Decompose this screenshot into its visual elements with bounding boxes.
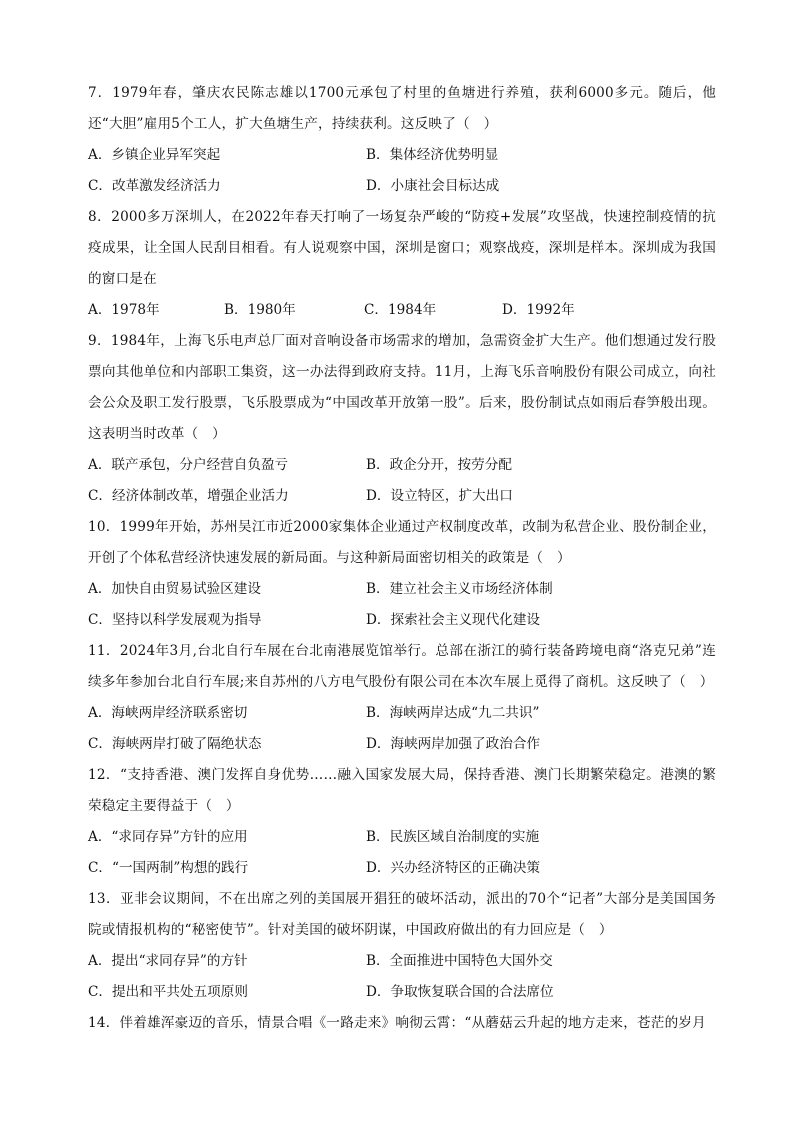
option-c: C．1984年 xyxy=(364,302,437,318)
option-b: B．1980年 xyxy=(224,302,296,318)
option-c: C．提出和平共处五项原则 xyxy=(88,984,248,1000)
option-d: D．兴办经济特区的正确决策 xyxy=(366,860,541,876)
question-11-options xyxy=(88,698,716,760)
option-c: C．经济体制改革，增强企业活力 xyxy=(88,488,289,504)
question-8-options xyxy=(88,295,716,326)
option-a: A．加快自由贸易试验区建设 xyxy=(88,581,261,597)
option-a: A．海峡两岸经济联系密切 xyxy=(88,705,248,721)
option-d: D．探索社会主义现代化建设 xyxy=(366,612,541,628)
question-9-stem: 9．1984年，上海飞乐电声总厂面对音响设备市场需求的增加，急需资金扩大生产。他们想通过发行股票向其他单位和内部职工集资，这一办法得到政府支持。11月，上海飞乐音响股份有限公司成立，向社会公众及职工发行股票，飞乐股票成为“中国改革开放第一股”。后来，股份制试点如雨后春笋般出现。这表明当时改革（ ） xyxy=(88,333,716,442)
option-b: B．全面推进中国特色大国外交 xyxy=(366,953,553,969)
option-b: B．建立社会主义市场经济体制 xyxy=(366,581,553,597)
question-12-options xyxy=(88,822,716,884)
question-8-stem: 8．2000多万深圳人，在2022年春天打响了一场复杂严峻的“防疫+发展”攻坚战，快速控制疫情的抗疫成果，让全国人民刮目相看。有人说观察中国，深圳是窗口；观察战疫，深圳是样本。深圳成为我国的窗口是在 xyxy=(88,209,716,287)
option-d: D．设立特区，扩大出口 xyxy=(366,488,513,504)
question-10-options xyxy=(88,574,716,636)
question-9-options xyxy=(88,450,716,512)
option-b: B．集体经济优势明显 xyxy=(366,147,499,163)
question-7-stem: 7．1979年春，肇庆农民陈志雄以1700元承包了村里的鱼塘进行养殖，获利6000多元。随后，他还“大胆”雇用5个工人，扩大鱼塘生产，持续获利。这反映了（ ） xyxy=(88,85,716,132)
option-a: A．“求同存异”方针的应用 xyxy=(88,829,248,845)
question-13-options xyxy=(88,946,716,1008)
option-b: B．海峡两岸达成“九二共识” xyxy=(366,705,540,721)
option-c: C．改革激发经济活力 xyxy=(88,178,221,194)
option-c: C．坚持以科学发展观为指导 xyxy=(88,612,262,628)
option-d: D．1992年 xyxy=(502,302,575,318)
option-d: D．争取恢复联合国的合法席位 xyxy=(366,984,554,1000)
question-13-stem: 13．亚非会议期间，不在出席之列的美国展开猖狂的破坏活动，派出的70个“记者”大部分是美国国务院或情报机构的“秘密使节”。针对美国的破坏阴谋，中国政府做出的有力回应是（ ） xyxy=(88,891,716,938)
option-a: A．乡镇企业异军突起 xyxy=(88,147,221,163)
question-10-stem: 10．1999年开始，苏州吴江市近2000家集体企业通过产权制度改革，改制为私营企业、股份制企业，开创了个体私营经济快速发展的新局面。与这种新局面密切相关的政策是（ ） xyxy=(88,519,716,566)
option-d: D．海峡两岸加强了政治合作 xyxy=(366,736,541,752)
option-a: A．联产承包，分户经营自负盈亏 xyxy=(88,457,289,473)
option-b: B．政企分开，按劳分配 xyxy=(366,457,512,473)
question-14-stem: 14．伴着雄浑豪迈的音乐，情景合唱《一路走来》响彻云霄：“从蘑菇云升起的地方走来，苍茫的岁月 xyxy=(88,1015,706,1031)
option-c: C．“一国两制”构想的践行 xyxy=(88,860,249,876)
question-7-options xyxy=(88,140,716,202)
question-11-stem: 11．2024年3月,台北自行车展在台北南港展览馆举行。总部在浙江的骑行装备跨境电商“洛克兄弟”连续多年参加台北自行车展;来自苏州的八方电气股份有限公司在本次车展上觅得了商机。这反映了（ ） xyxy=(88,643,716,690)
option-c: C．海峡两岸打破了隔绝状态 xyxy=(88,736,262,752)
option-a: A．1978年 xyxy=(88,302,160,318)
option-b: B．民族区域自治制度的实施 xyxy=(366,829,540,845)
question-12-stem: 12．“支持香港、澳门发挥自身优势……融入国家发展大局，保持香港、澳门长期繁荣稳定。港澳的繁荣稳定主要得益于（ ） xyxy=(88,767,716,814)
option-d: D．小康社会目标达成 xyxy=(366,178,500,194)
option-a: A．提出“求同存异”的方针 xyxy=(88,953,248,969)
